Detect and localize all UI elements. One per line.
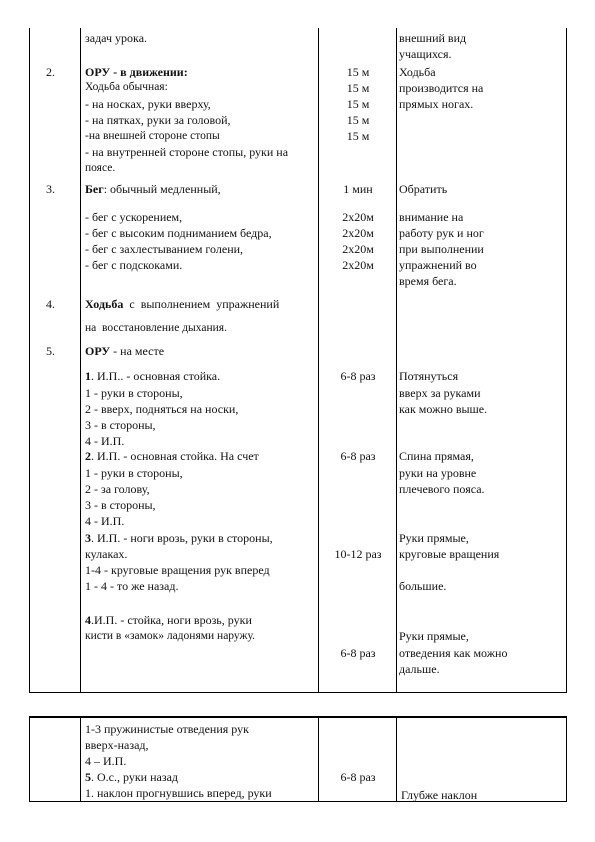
row-3-dosage-5: 2х20м <box>342 258 374 272</box>
row-3-comment-2: внимание на <box>399 210 464 224</box>
bottom-table-col-divider-1 <box>80 716 81 802</box>
row-3-dosage-4: 2х20м <box>342 242 374 256</box>
row-2-line-1: Ходьба обычная: <box>85 81 168 93</box>
row-2-dosage-4: 15 м <box>346 113 370 127</box>
row-4-number: 4. <box>46 297 55 311</box>
row-2-line-2: - на носках, руки вверху, <box>85 97 211 111</box>
bottom-dosage: 6-8 раз <box>340 770 376 784</box>
row-3-line-4: - бег с подскоками. <box>85 258 183 272</box>
row-2-title: ОРУ - в движении: <box>85 65 188 79</box>
ex-2-line-1: 1 - руки в стороны, <box>85 466 183 480</box>
bottom-table-left-border <box>29 716 30 802</box>
row-2-comment-3: прямых ногах. <box>399 97 474 111</box>
ex-1-dosage: 6-8 раз <box>340 369 376 383</box>
row-2-line-6: поясе. <box>85 162 116 174</box>
bottom-comment: Глубже наклон <box>401 788 478 802</box>
ex-2-line-4: 4 - И.П. <box>85 514 125 528</box>
bottom-table-top-border <box>29 716 567 718</box>
top-table-bottom-border <box>29 692 567 693</box>
ex-3-comment-3: большие. <box>399 579 447 593</box>
ex-4-dosage: 6-8 раз <box>340 646 376 660</box>
ex-2-head: 2. И.П. - основная стойка. На счет <box>85 449 259 463</box>
row-2-number: 2. <box>46 65 55 79</box>
top-table-col-divider-2 <box>318 28 319 693</box>
ex-4-comment-3: дальше. <box>399 662 440 676</box>
row-2-line-4: -на внешней стороне стопы <box>85 130 220 142</box>
row-3-comment-4: при выполнении <box>399 242 484 256</box>
ex-2-comment-2: руки на уровне <box>399 466 477 480</box>
ex-1-comment-1: Потянуться <box>399 369 459 383</box>
top-table-col-divider-1 <box>80 28 81 693</box>
row-3-line-2: - бег с высоким подниманием бедра, <box>85 226 272 240</box>
bottom-table-right-border <box>566 716 567 802</box>
row-5-number: 5. <box>46 344 55 358</box>
cont-comment-line-1: внешний вид <box>399 31 467 45</box>
row-2-comment-2: производится на <box>399 81 484 95</box>
ex-3-comment-1: Руки прямые, <box>399 531 469 545</box>
ex-2-comment-3: плечевого пояса. <box>399 482 485 496</box>
ex-1-line-2: 2 - вверх, подняться на носки, <box>85 402 239 416</box>
top-table-left-border <box>29 28 30 693</box>
ex-1-line-4: 4 - И.П. <box>85 434 125 448</box>
ex-3-line-3: 1 - 4 - то же назад. <box>85 579 179 593</box>
ex-2-line-2: 2 - за голову, <box>85 482 150 496</box>
ex-3-head: 3. И.П. - ноги врозь, руки в стороны, <box>85 531 273 545</box>
row-3-comment-5: упражнений во <box>399 258 477 272</box>
ex-3-dosage: 10-12 раз <box>334 547 382 561</box>
row-2-line-3: - на пятках, руки за головой, <box>85 113 231 127</box>
cont-content: задач урока. <box>85 31 148 45</box>
ex-3-line-1: кулаках. <box>85 547 128 561</box>
row-3-line-1: - бег с ускорением, <box>85 210 183 224</box>
row-3-dosage-1: 1 мин <box>343 182 373 196</box>
ex-1-line-3: 3 - в стороны, <box>85 418 156 432</box>
row-2-dosage-1: 15 м <box>346 65 370 79</box>
bottom-line-2: вверх-назад, <box>85 738 149 752</box>
ex-1-comment-3: как можно выше. <box>399 402 488 416</box>
row-2-line-5: - на внутренней стороне стопы, руки на <box>85 145 289 159</box>
bottom-last-line: 1. наклон прогнувшись вперед, руки <box>85 786 272 800</box>
ex-2-line-3: 3 - в стороны, <box>85 498 156 512</box>
top-table-col-divider-3 <box>396 28 397 693</box>
ex-3-comment-2: круговые вращения <box>399 547 500 561</box>
row-4-title: Ходьба с выполнением упражнений <box>85 297 280 311</box>
cont-comment-line-2: учащихся. <box>399 47 452 61</box>
row-5-title: ОРУ - на месте <box>85 344 165 358</box>
ex-4-comment-2: отведения как можно <box>399 646 508 660</box>
ex-2-dosage: 6-8 раз <box>340 449 376 463</box>
bottom-table-col-divider-2 <box>318 716 319 802</box>
ex-1-comment-2: вверх за руками <box>399 386 481 400</box>
row-3-comment-3: работу рук и ног <box>399 226 484 240</box>
row-3-dosage-3: 2х20м <box>342 226 374 240</box>
top-table-right-border <box>566 28 567 693</box>
row-2-comment-1: Ходьба <box>399 65 436 79</box>
ex-4-comment-1: Руки прямые, <box>399 629 469 643</box>
row-3-comment-1: Обратить <box>399 182 448 196</box>
row-3-number: 3. <box>46 182 55 196</box>
ex-1-line-1: 1 - руки в стороны, <box>85 386 183 400</box>
row-3-comment-6: время бега. <box>399 274 457 288</box>
row-2-dosage-5: 15 м <box>346 129 370 143</box>
ex-2-comment-1: Спина прямая, <box>399 449 474 463</box>
bottom-table-bottom-border <box>29 801 567 802</box>
ex-4-head: 4.И.П. - стойка, ноги врозь, руки <box>85 613 252 627</box>
row-2-dosage-3: 15 м <box>346 97 370 111</box>
row-3-title: Бег: обычный медленный, <box>85 182 221 196</box>
ex-4-line-1: кисти в «замок» ладонями наружу. <box>85 630 255 642</box>
bottom-ex-5: 5. О.с., руки назад <box>85 770 179 784</box>
row-4-line-1: на восстановление дыхания. <box>85 322 227 334</box>
row-3-dosage-2: 2х20м <box>342 210 374 224</box>
row-3-line-3: - бег с захлестыванием голени, <box>85 242 244 256</box>
bottom-line-1: 1-3 пружинистые отведения рук <box>85 722 249 736</box>
bottom-table-col-divider-3 <box>396 716 397 802</box>
bottom-line-3: 4 – И.П. <box>85 754 127 768</box>
ex-3-line-2: 1-4 - круговые вращения рук вперед <box>85 563 270 577</box>
row-2-dosage-2: 15 м <box>346 81 370 95</box>
ex-1-head: 1. И.П.. - основная стойка. <box>85 369 221 383</box>
